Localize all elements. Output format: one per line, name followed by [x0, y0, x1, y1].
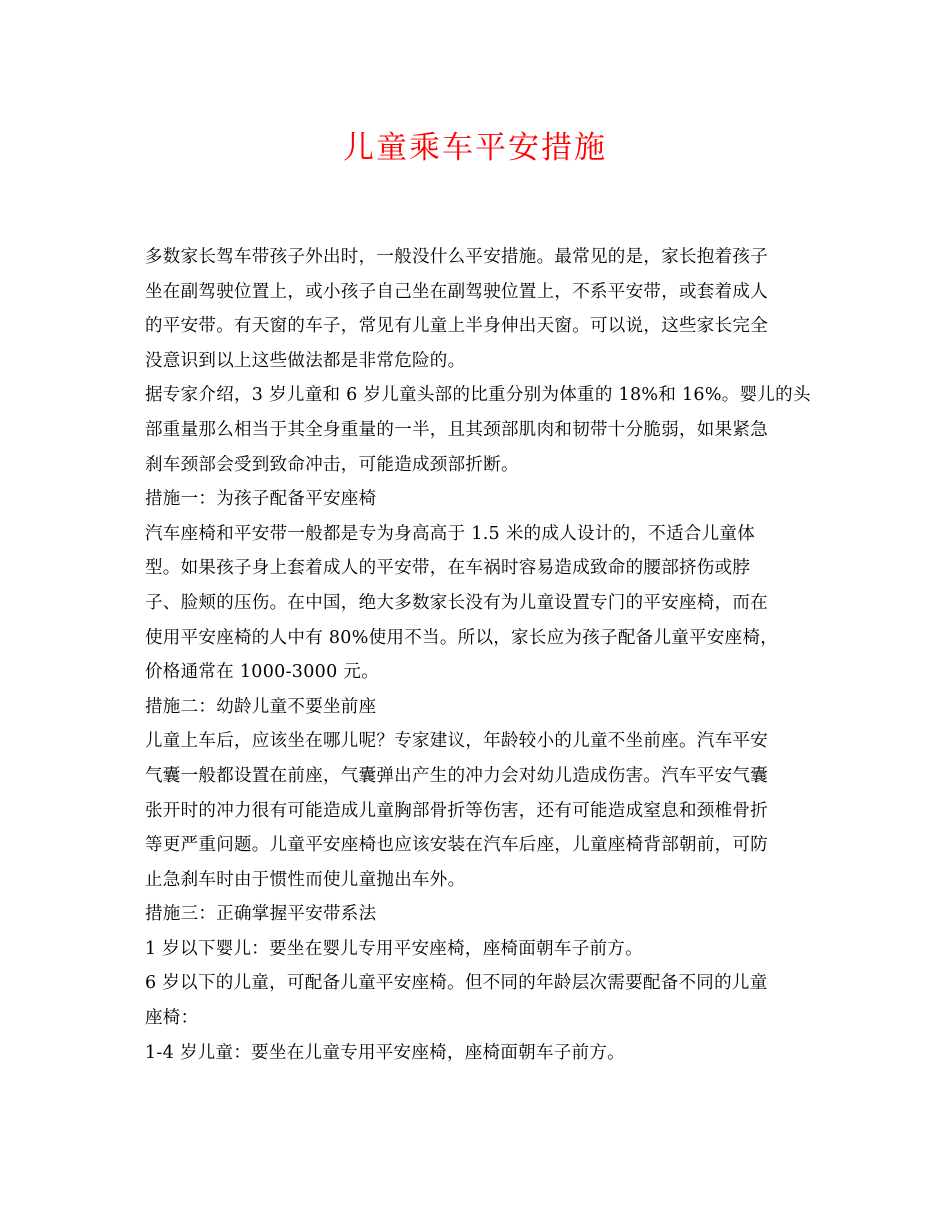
text-line: 型。如果孩子身上套着成人的平安带，在车祸时容易造成致命的腰部挤伤或脖: [145, 558, 751, 579]
text-line: 气囊一般都设置在前座，气囊弹出产生的冲力会对幼儿造成伤害。汽车平安气囊: [145, 765, 768, 786]
text-line: 座椅：: [145, 1008, 199, 1029]
text-line: 等更严重问题。儿童平安座椅也应该安装在汽车后座，儿童座椅背部朝前，可防: [145, 835, 768, 856]
text-line: 儿童上车后，应该坐在哪儿呢？专家建议，年龄较小的儿童不坐前座。汽车平安: [145, 731, 768, 752]
text-line: 的平安带。有天窗的车子，常见有儿童上半身伸出天窗。可以说，这些家长完全: [145, 316, 768, 337]
section-heading: 措施二：幼龄儿童不要坐前座: [145, 696, 377, 717]
text-line: 刹车颈部会受到致命冲击，可能造成颈部折断。: [145, 454, 519, 475]
text-line: 没意识到以上这些做法都是非常危险的。: [145, 350, 466, 371]
text-line: 使用平安座椅的人中有 80%使用不当。所以，家长应为孩子配备儿童平安座椅，: [145, 627, 779, 648]
text-line: 张开时的冲力很有可能造成儿童胸部骨折等伤害，还有可能造成窒息和颈椎骨折: [145, 800, 768, 821]
text-line: 汽车座椅和平安带一般都是专为身高高于 1.5 米的成人设计的，不适合儿童体: [145, 523, 756, 544]
document-body: [145, 240, 811, 1070]
section-heading: 措施三：正确掌握平安带系法: [145, 904, 377, 925]
text-line: 部重量那么相当于其全身重量的一半，且其颈部肌肉和韧带十分脆弱，如果紧急: [145, 419, 768, 440]
text-line: 多数家长驾车带孩子外出时，一般没什么平安措施。最常见的是，家长抱着孩子: [145, 247, 768, 267]
text-line: 1 岁以下婴儿：要坐在婴儿专用平安座椅，座椅面朝车子前方。: [145, 938, 643, 959]
text-line: 坐在副驾驶位置上，或小孩子自己坐在副驾驶位置上，不系平安带，或套着成人: [145, 281, 768, 302]
text-line: 止急刹车时由于惯性而使儿童抛出车外。: [145, 869, 466, 890]
text-line: 据专家介绍，3 岁儿童和 6 岁儿童头部的比重分别为体重的 18%和 16%。婴儿的头: [145, 385, 811, 406]
text-line: 1-4 岁儿童：要坐在儿童专用平安座椅，座椅面朝车子前方。: [145, 1042, 625, 1063]
document-title: 儿童乘车平安措施: [343, 130, 607, 166]
text-line: 6 岁以下的儿童，可配备儿童平安座椅。但不同的年龄层次需要配备不同的儿童: [145, 973, 768, 994]
text-line: 子、脸颊的压伤。在中国，绝大多数家长没有为儿童设置专门的平安座椅，而在: [145, 592, 768, 613]
section-heading: 措施一：为孩子配备平安座椅: [145, 489, 377, 510]
text-line: 价格通常在 1000-3000 元。: [145, 662, 380, 683]
